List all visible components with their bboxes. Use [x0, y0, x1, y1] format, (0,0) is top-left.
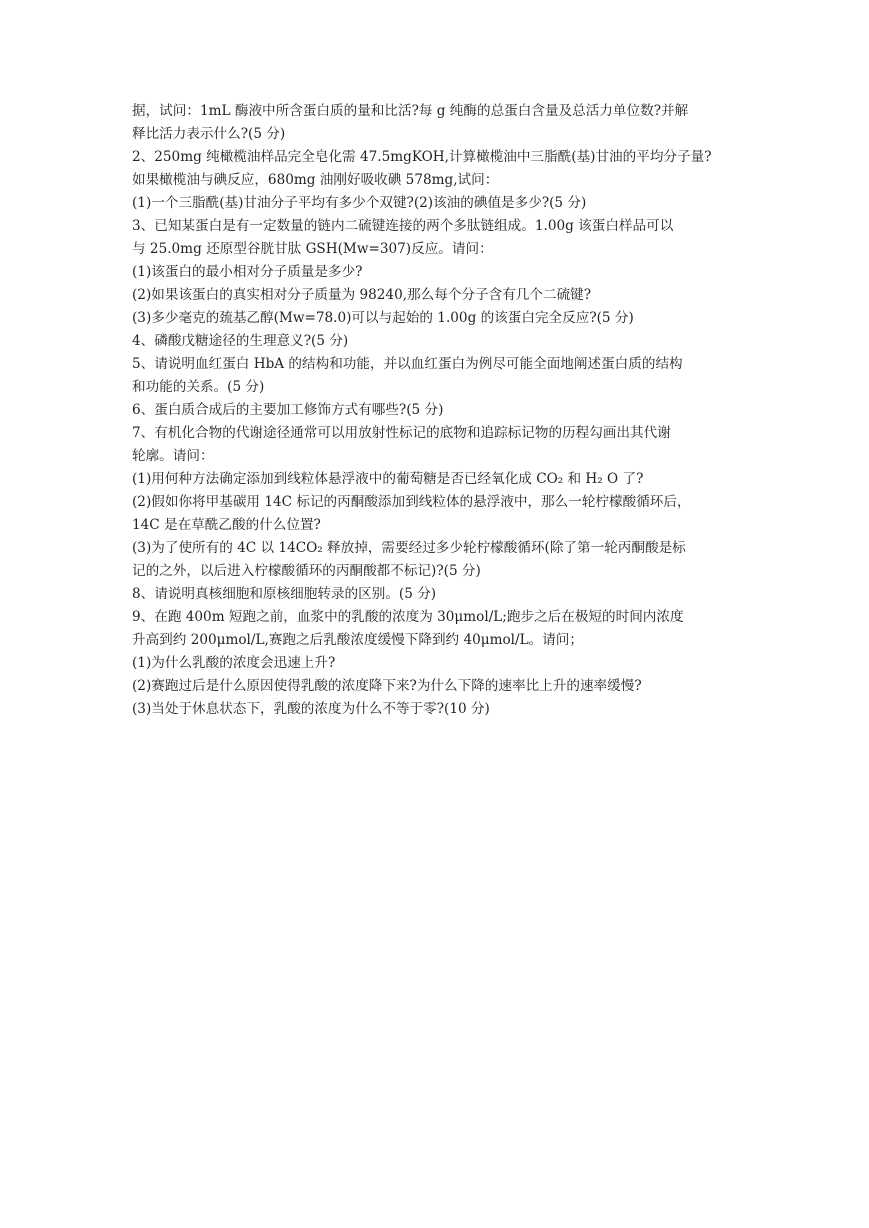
question-text-block [132, 100, 772, 721]
text-line: (1)该蛋白的最小相对分子质量是多少? [132, 264, 363, 280]
text-line: 3、已知某蛋白是有一定数量的链内二硫键连接的两个多肽链组成。1.00g 该蛋白样品可以 [132, 218, 674, 234]
text-line: 与 25.0mg 还原型谷胱甘肽 GSH(Mw=307)反应。请问： [132, 241, 493, 257]
text-line: 轮廓。请问： [132, 448, 214, 464]
text-line: 6、蛋白质合成后的主要加工修饰方式有哪些?(5 分) [132, 402, 444, 418]
text-line: 和功能的关系。(5 分) [132, 379, 265, 395]
text-line: (3)为了使所有的 4C 以 14CO₂ 释放掉，需要经过多少轮柠檬酸循环(除了第一轮丙酮酸是标 [132, 540, 686, 556]
text-line: (3)多少毫克的巯基乙醇(Mw=78.0)可以与起始的 1.00g 的该蛋白完全反应?(5 分) [132, 310, 634, 326]
text-line: (2)假如你将甲基碳用 14C 标记的丙酮酸添加到线粒体的悬浮液中，那么一轮柠檬酸循环后， [132, 494, 691, 510]
text-line: (2)赛跑过后是什么原因使得乳酸的浓度降下来?为什么下降的速率比上升的速率缓慢? [132, 678, 642, 694]
text-line: (2)如果该蛋白的真实相对分子质量为 98240,那么每个分子含有几个二硫键? [132, 287, 592, 303]
text-line: 释比活力表示什么?(5 分) [132, 126, 286, 142]
text-line: (1)用何种方法确定添加到线粒体悬浮液中的葡萄糖是否已经氧化成 CO₂ 和 H₂ O 了? [132, 471, 644, 487]
text-line: 据，试问：1mL 酶液中所含蛋白质的量和比活?每 g 纯酶的总蛋白含量及总活力单位数?并解 [132, 103, 689, 119]
text-line: (1)为什么乳酸的浓度会迅速上升? [132, 655, 336, 671]
text-line: 2、250mg 纯橄榄油样品完全皂化需 47.5mgKOH,计算橄榄油中三脂酰(基)甘油的平均分子量? [132, 149, 712, 165]
text-line: 9、在跑 400m 短跑之前，血浆中的乳酸的浓度为 30μmol/L;跑步之后在极短的时间内浓度 [132, 609, 684, 625]
text-line: 记的之外，以后进入柠檬酸循环的丙酮酸都不标记)?(5 分) [132, 563, 481, 579]
text-line: 升高到约 200μmol/L,赛跑之后乳酸浓度缓慢下降到约 40μmol/L。请问； [132, 632, 583, 648]
text-line: 如果橄榄油与碘反应，680mg 油刚好吸收碘 578mg,试问： [132, 172, 499, 188]
text-line: 8、请说明真核细胞和原核细胞转录的区别。(5 分) [132, 586, 437, 602]
text-line: (3)当处于休息状态下，乳酸的浓度为什么不等于零?(10 分) [132, 701, 490, 717]
text-line: 7、有机化合物的代谢途径通常可以用放射性标记的底物和追踪标记物的历程勾画出其代谢 [132, 425, 671, 441]
text-line: 5、请说明血红蛋白 HbA 的结构和功能，并以血红蛋白为例尽可能全面地阐述蛋白质的结构 [132, 356, 683, 372]
text-line: 14C 是在草酰乙酸的什么位置? [132, 517, 321, 533]
text-line: 4、磷酸戊糖途径的生理意义?(5 分) [132, 333, 349, 349]
text-line: (1)一个三脂酰(基)甘油分子平均有多少个双键?(2)该油的碘值是多少?(5 分) [132, 195, 587, 211]
